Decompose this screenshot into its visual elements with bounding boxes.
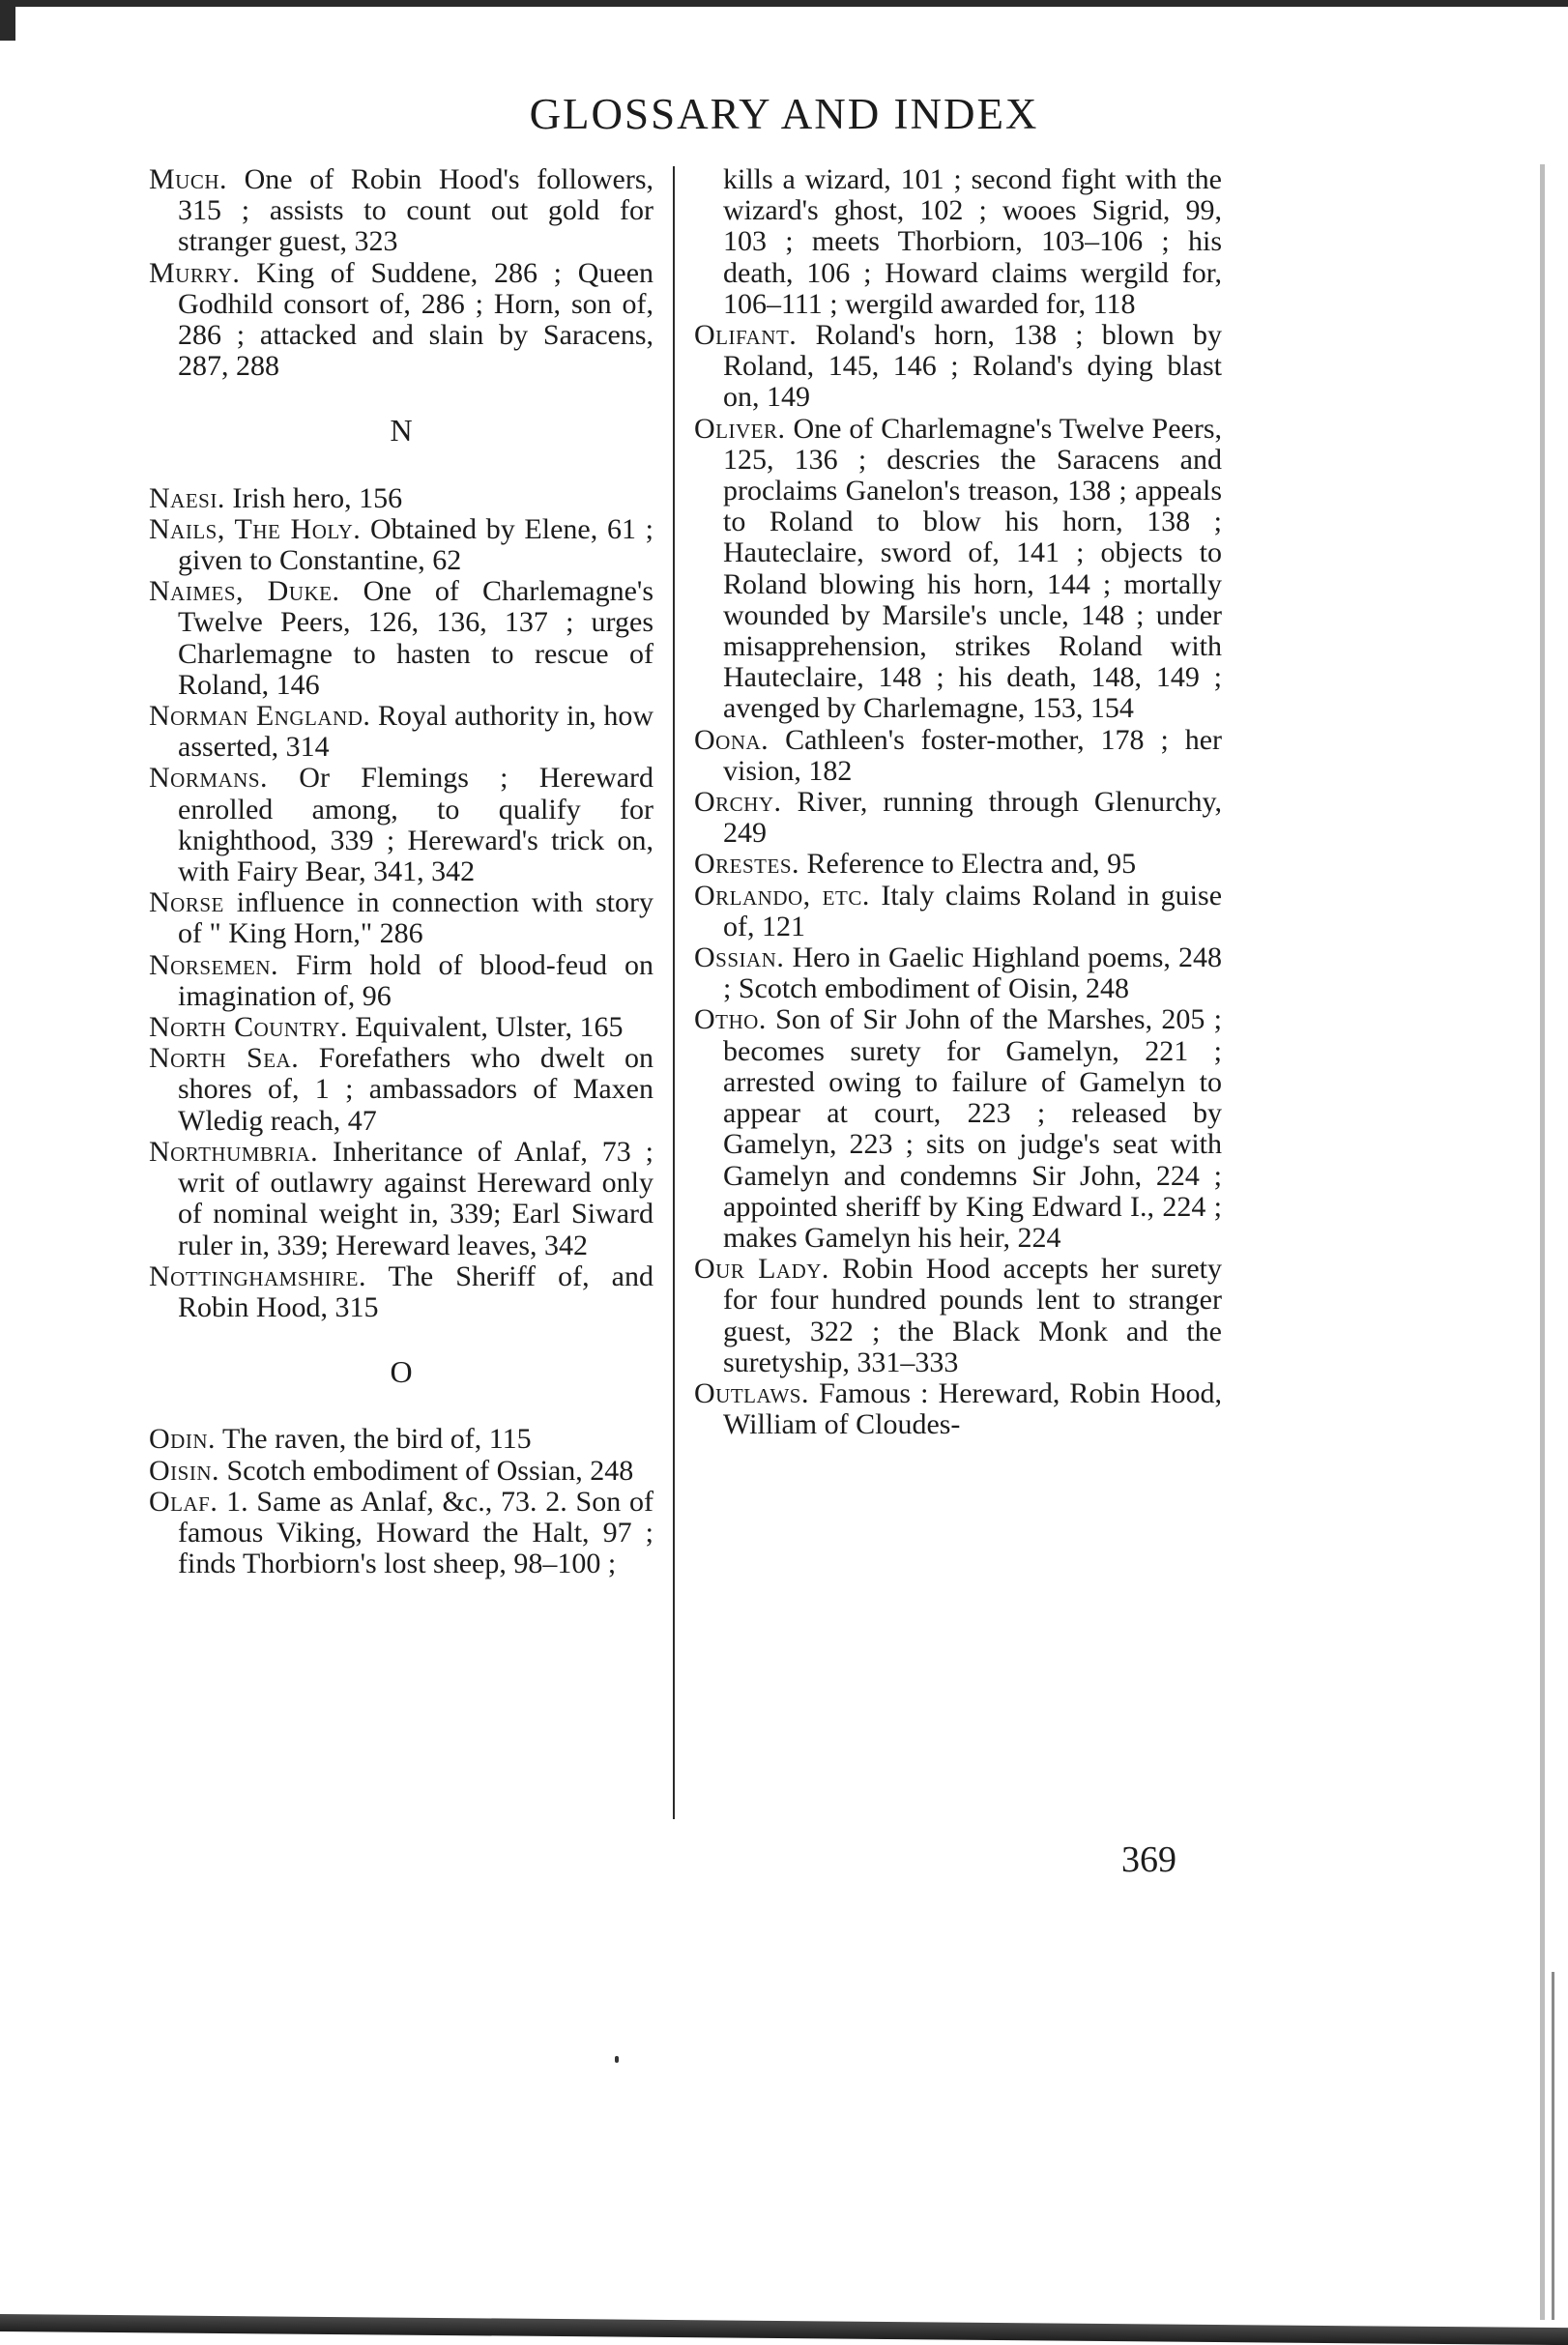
section-letter-n: N	[390, 413, 413, 449]
index-entry	[149, 763, 653, 887]
index-definition: King of Suddene, 286 ; Queen Godhild consort of, 286 ; Horn, son of, 286 ; attacked and slain by Saracens, 287, 288	[178, 256, 654, 383]
left-column	[149, 164, 653, 1579]
index-entry	[149, 701, 653, 763]
index-entry	[149, 1137, 653, 1261]
index-entry	[149, 950, 653, 1012]
index-entry	[149, 576, 653, 701]
index-definition: One of Charlemagne's Twelve Peers, 126, 136, 137 ; urges Charlemagne to hasten to rescue of Roland, 146	[178, 575, 653, 701]
index-term: Naimes, Duke.	[149, 575, 340, 608]
index-entry	[694, 414, 1222, 725]
index-term: Nails, The Holy.	[149, 512, 362, 545]
page-number: 369	[1121, 1839, 1176, 1880]
index-definition: Roland's horn, 138 ; blown by Roland, 145, 146 ; Roland's dying blast on, 149	[723, 319, 1222, 414]
index-term: Norman England.	[149, 700, 371, 733]
index-entry	[694, 881, 1222, 942]
index-term: Nottinghamshire.	[149, 1259, 366, 1292]
index-term: Oona.	[694, 723, 769, 756]
index-definition: River, running through Glenurchy, 249	[723, 786, 1223, 850]
index-definition: Obtained by Elene, 61 ; given to Constantine, 62	[178, 512, 654, 577]
scan-edge-right	[1540, 164, 1545, 2320]
index-definition: One of Robin Hood's followers, 315 ; assists to count out gold for stranger guest, 323	[178, 163, 653, 258]
index-entry	[694, 1378, 1222, 1440]
scan-edge-right-inner	[1552, 1972, 1554, 2320]
scan-edge-top	[0, 0, 1568, 7]
continued-entry-text: kills a wizard, 101 ; second fight with the wizard's ghost, 102 ; wooes Sigrid, 99, 103 ; meets Thorbiorn, 103–106 ; his death, 106 ; Howard claims wergild for, 106–111 ; wergild awarded for, 118	[723, 163, 1222, 320]
index-term: Naesi.	[149, 481, 225, 514]
index-definition: Famous : Hereward, Robin Hood, William of Cloudes-	[723, 1376, 1222, 1441]
index-definition: Or Flemings ; Hereward enrolled among, to qualify for knighthood, 339 ; Hereward's trick on, with Fairy Bear, 341, 342	[178, 762, 653, 888]
index-term: Orchy.	[694, 786, 782, 819]
index-entry	[694, 320, 1222, 414]
index-definition: influence in connection with story of " King Horn," 286	[178, 886, 653, 950]
index-entry	[694, 849, 1222, 880]
scan-speck	[615, 2056, 619, 2063]
index-term: Much.	[149, 163, 228, 195]
index-entry	[694, 725, 1222, 787]
index-definition: The Sheriff of, and Robin Hood, 315	[178, 1259, 653, 1323]
right-column	[694, 164, 1222, 1440]
index-definition: Equivalent, Ulster, 165	[355, 1011, 624, 1044]
index-entry	[149, 1261, 653, 1323]
index-entry	[694, 1004, 1222, 1254]
index-entry	[694, 942, 1222, 1004]
index-definition: One of Charlemagne's Twelve Peers, 125, 136 ; descries the Saracens and proclaims Ganelon's treason, 138 ; appeals to Roland to blow his horn, 138 ; Hauteclaire, sword of, 141 ; objects to Roland blowing his horn, 144 ; mortally wounded by Marsile's uncle, 148 ; under misapprehension, strikes Roland with Hauteclaire, 148 ; his death, 148, 149 ; avenged by Charlemagne, 153, 154	[723, 412, 1222, 725]
index-term: Our Lady.	[694, 1253, 829, 1286]
index-term: Norse	[149, 886, 224, 919]
index-term: Northumbria.	[149, 1135, 319, 1168]
index-term: Oliver.	[694, 412, 786, 445]
index-term: North Sea.	[149, 1042, 300, 1075]
index-entry	[149, 514, 653, 576]
index-term: North Country.	[149, 1011, 348, 1044]
index-definition: 1. Same as Anlaf, &c., 73. 2. Son of famous Viking, Howard the Halt, 97 ; finds Thorbiorn's lost sheep, 98–100 ;	[178, 1485, 653, 1580]
index-definition: Royal authority in, how asserted, 314	[178, 700, 653, 764]
entries-m-group	[149, 164, 653, 382]
index-entry	[149, 1043, 653, 1137]
index-term: Murry.	[149, 256, 241, 289]
index-entry	[694, 787, 1222, 849]
index-definition: Robin Hood accepts her surety for four hundred pounds lent to stranger guest, 322 ; the Black Monk and the suretyship, 331–333	[723, 1253, 1223, 1378]
index-definition: Inheritance of Anlaf, 73 ; writ of outlawry against Hereward only of nominal weight in, 339; Earl Siward ruler in, 339; Hereward leaves, 342	[178, 1135, 654, 1261]
index-entry	[149, 1424, 653, 1455]
index-term: Norsemen.	[149, 948, 279, 981]
index-term: Orestes.	[694, 848, 800, 881]
index-definition: Firm hold of blood-feud on imagination of, 96	[178, 948, 653, 1012]
index-entry	[149, 887, 653, 949]
index-entry	[149, 1012, 653, 1043]
index-entry	[149, 164, 653, 258]
scan-edge-bottom	[0, 2314, 1568, 2345]
index-term: Olifant.	[694, 319, 798, 352]
index-definition: Scotch embodiment of Ossian, 248	[226, 1454, 634, 1487]
index-entry	[694, 1254, 1222, 1378]
index-definition: Son of Sir John of the Marshes, 205 ; becomes surety for Gamelyn, 221 ; arrested owing to failure of Gamelyn to appear at court, 223 ; released by Gamelyn, 223 ; sits on judge's seat with Gamelyn and condemns Sir John, 224 ; appointed sheriff by King Edward I., 224 ; makes Gamelyn his heir, 224	[723, 1003, 1223, 1254]
entries-o-group	[149, 1424, 653, 1579]
index-term: Olaf.	[149, 1485, 218, 1518]
index-term: Otho.	[694, 1003, 767, 1036]
index-term: Odin.	[149, 1423, 216, 1456]
index-definition: Hero in Gaelic Highland poems, 248 ; Scotch embodiment of Oisin, 248	[723, 941, 1223, 1005]
column-divider	[673, 166, 675, 1819]
index-definition: The raven, the bird of, 115	[221, 1423, 532, 1456]
index-definition: Italy claims Roland in guise of, 121	[723, 879, 1223, 942]
index-entry	[149, 258, 653, 383]
index-term: Ossian.	[694, 941, 785, 974]
section-letter-o: O	[390, 1354, 413, 1390]
index-entry	[149, 1456, 653, 1487]
entries-n-group	[149, 483, 653, 1323]
index-definition: Reference to Electra and, 95	[806, 848, 1137, 881]
scan-edge-corner	[0, 0, 15, 41]
index-term: Normans.	[149, 762, 269, 795]
index-entry	[149, 1487, 653, 1580]
index-entry	[149, 483, 653, 514]
index-definition: Irish hero, 156	[232, 481, 403, 514]
index-definition: Cathleen's foster-mother, 178 ; her vision, 182	[723, 723, 1222, 787]
index-definition: Forefathers who dwelt on shores of, 1 ; ambassadors of Maxen Wledig reach, 47	[178, 1042, 654, 1137]
index-term: Outlaws.	[694, 1376, 809, 1409]
index-term: Oisin.	[149, 1454, 219, 1487]
page-title: GLOSSARY AND INDEX	[529, 90, 1039, 138]
index-term: Orlando, etc.	[694, 879, 870, 912]
entries-o-continued-group	[694, 320, 1222, 1440]
